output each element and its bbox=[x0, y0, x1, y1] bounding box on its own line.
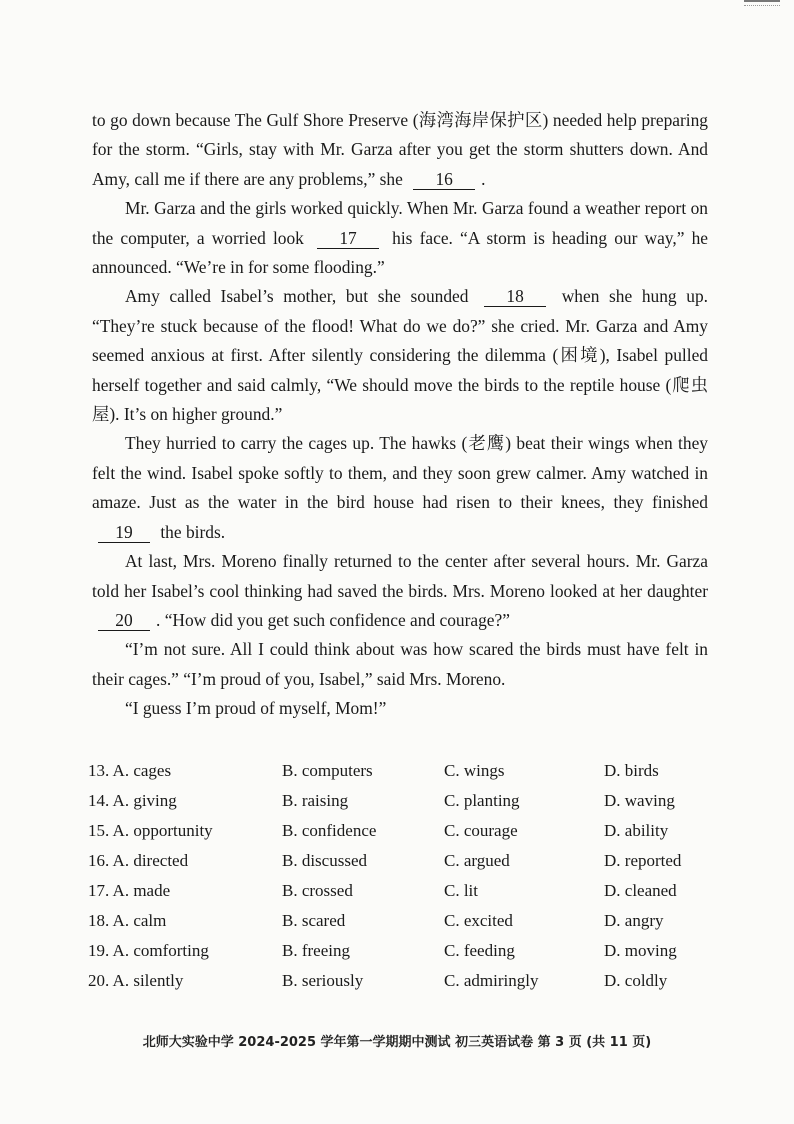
passage-paragraph-1: to go down because The Gulf Shore Preserve (海湾海岸保护区) needed help preparing for the storm. “Girls, stay with Mr. Garza after you get the storm shutters down. And Amy, call me if there are any problems,” she 16 . bbox=[92, 110, 708, 189]
scan-corner-mark bbox=[744, 0, 780, 6]
option-d: D. birds bbox=[604, 761, 659, 780]
reading-passage bbox=[92, 106, 708, 724]
option-d: D. cleaned bbox=[604, 881, 677, 900]
option-c: C. planting bbox=[444, 791, 520, 810]
option-c: C. argued bbox=[444, 851, 510, 870]
option-c: C. wings bbox=[444, 761, 505, 780]
option-c: C. courage bbox=[444, 821, 518, 840]
option-a: 17. A. made bbox=[88, 881, 171, 900]
passage-paragraph-6: “I’m not sure. All I could think about was how scared the birds must have felt in their cages.” “I’m proud of you, Isabel,” said Mrs. Moreno. bbox=[92, 639, 708, 689]
option-a: 19. A. comforting bbox=[88, 941, 209, 960]
option-a: 16. A. directed bbox=[88, 851, 189, 870]
option-b: B. raising bbox=[282, 791, 349, 810]
answer-options bbox=[88, 756, 708, 996]
option-a: 18. A. calm bbox=[88, 911, 167, 930]
option-b: B. confidence bbox=[282, 821, 377, 840]
option-b: B. discussed bbox=[282, 851, 367, 870]
option-c: C. lit bbox=[444, 881, 479, 900]
option-b: B. computers bbox=[282, 761, 373, 780]
blank-18: 18 bbox=[484, 287, 546, 307]
passage-paragraph-5: At last, Mrs. Moreno finally returned to the center after several hours. Mr. Garza told her Isabel’s cool thinking had saved the birds. Mrs. Moreno looked at her daughter 20 . “How did you get such confidence and courage?” bbox=[92, 551, 708, 630]
option-row-18 bbox=[88, 906, 708, 936]
option-d: D. moving bbox=[604, 941, 677, 960]
option-row-16 bbox=[88, 846, 708, 876]
option-row-19 bbox=[88, 936, 708, 966]
option-d: D. angry bbox=[604, 911, 664, 930]
option-row-20 bbox=[88, 966, 708, 996]
option-row-13 bbox=[88, 756, 708, 786]
option-d: D. waving bbox=[604, 791, 675, 810]
option-b: B. scared bbox=[282, 911, 346, 930]
option-a: 20. A. silently bbox=[88, 971, 184, 990]
option-b: B. seriously bbox=[282, 971, 364, 990]
blank-20: 20 bbox=[98, 611, 150, 631]
passage-paragraph-4: They hurried to carry the cages up. The hawks (老鹰) beat their wings when they felt the wind. Isabel spoke softly to them, and they soon grew calmer. Amy watched in amaze. Just as the water in the bird house had risen to their knees, they finished 19 the birds. bbox=[92, 433, 708, 542]
option-row-15 bbox=[88, 816, 708, 846]
option-c: C. admiringly bbox=[444, 971, 539, 990]
option-b: B. freeing bbox=[282, 941, 350, 960]
option-d: D. reported bbox=[604, 851, 682, 870]
blank-17: 17 bbox=[317, 229, 379, 249]
option-d: D. ability bbox=[604, 821, 669, 840]
option-a: 15. A. opportunity bbox=[88, 821, 213, 840]
blank-16: 16 bbox=[413, 170, 475, 190]
page-footer: 北师大实验中学 2024-2025 学年第一学期期中测试 初三英语试卷 第 3 页 (共 11 页) bbox=[142, 1035, 652, 1050]
option-row-14 bbox=[88, 786, 708, 816]
option-c: C. excited bbox=[444, 911, 513, 930]
option-b: B. crossed bbox=[282, 881, 353, 900]
option-row-17 bbox=[88, 876, 708, 906]
option-a: 14. A. giving bbox=[88, 791, 177, 810]
option-c: C. feeding bbox=[444, 941, 515, 960]
passage-paragraph-3: Amy called Isabel’s mother, but she sounded 18 when she hung up. “They’re stuck because of the flood! What do we do?” she cried. Mr. Garza and Amy seemed anxious at first. After silently considering the dilemma (困境), Isabel pulled herself together and said calmly, “We should move the birds to the reptile house (爬虫屋). It’s on higher ground.” bbox=[92, 286, 708, 425]
option-d: D. coldly bbox=[604, 971, 668, 990]
passage-paragraph-7: “I guess I’m proud of myself, Mom!” bbox=[125, 698, 387, 719]
passage-paragraph-2: Mr. Garza and the girls worked quickly. When Mr. Garza found a weather report on the computer, a worried look 17 his face. “A storm is heading our way,” he announced. “We’re in for some flooding.” bbox=[92, 198, 708, 278]
option-a: 13. A. cages bbox=[88, 761, 172, 780]
blank-19: 19 bbox=[98, 523, 150, 543]
